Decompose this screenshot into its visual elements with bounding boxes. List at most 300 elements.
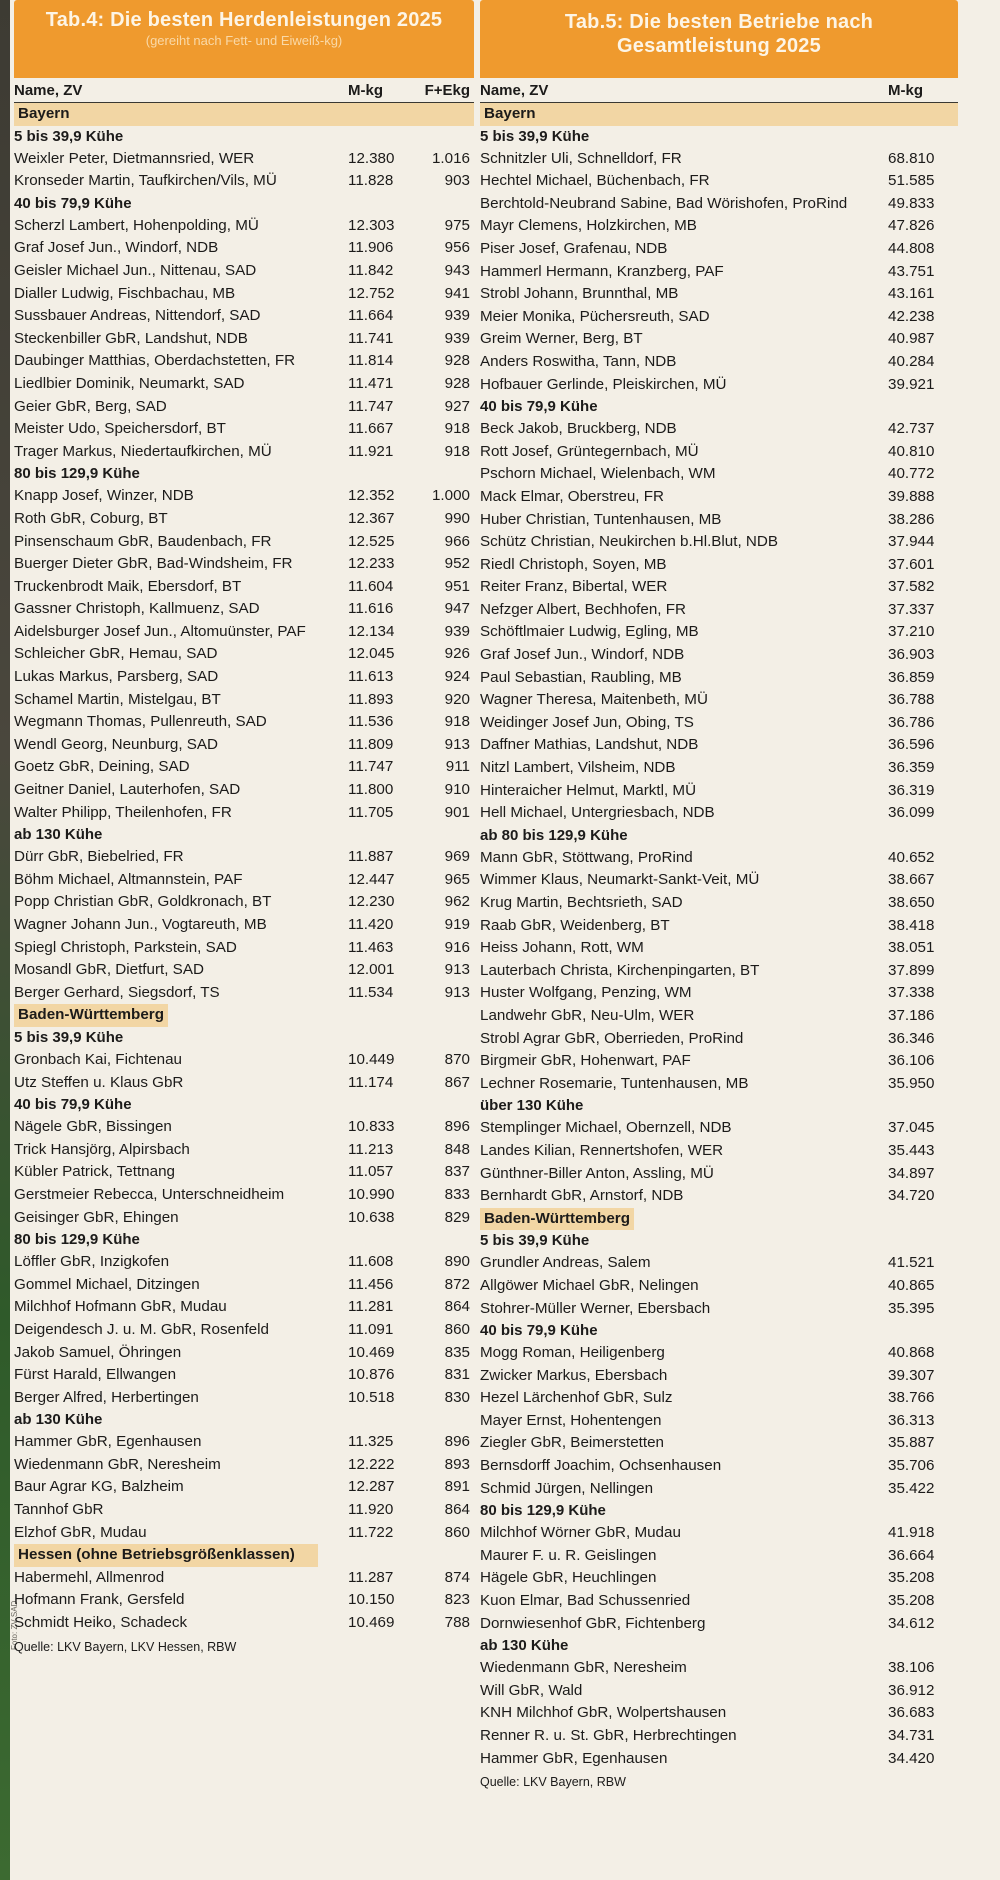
- farm-name: Schmid Jürgen, Nellingen: [480, 1479, 654, 1497]
- column-header-name: Name, ZV: [480, 82, 549, 99]
- milk-kg: 38.051: [888, 939, 935, 957]
- farm-name: Mosandl GbR, Dietfurt, SAD: [14, 961, 204, 979]
- farm-name: Berger Alfred, Herbertingen: [14, 1388, 199, 1406]
- farm-name: Günthner-Biller Anton, Assling, MÜ: [480, 1164, 714, 1182]
- fat-protein-kg: 872: [444, 1275, 470, 1293]
- table-5-body: [480, 103, 958, 1770]
- table-row: [14, 914, 474, 937]
- fat-protein-kg: 926: [444, 645, 470, 663]
- table-row: [14, 869, 474, 892]
- milk-kg: 11.420: [348, 916, 394, 933]
- farm-name: Mogg Roman, Heiligenberg: [480, 1344, 665, 1362]
- farm-name: Hägele GbR, Heuchlingen: [480, 1569, 657, 1587]
- milk-kg: 35.422: [888, 1479, 935, 1497]
- table-row: [14, 982, 474, 1005]
- table-row: [14, 756, 474, 779]
- table-row: [14, 283, 474, 306]
- milk-kg: 12.380: [348, 149, 395, 167]
- table-row: [14, 1251, 474, 1274]
- milk-kg: 43.751: [888, 262, 935, 280]
- milk-kg: 37.337: [888, 600, 935, 618]
- milk-kg: 11.741: [348, 329, 394, 347]
- milk-kg: 36.313: [888, 1411, 935, 1429]
- table-row: [14, 260, 474, 283]
- fat-protein-kg: 916: [444, 938, 470, 956]
- milk-kg: 12.001: [348, 961, 395, 979]
- farm-name: Zwicker Markus, Ebersbach: [480, 1366, 668, 1384]
- milk-kg: 34.720: [888, 1187, 935, 1205]
- milk-kg: 37.601: [888, 555, 935, 573]
- farm-name: Elzhof GbR, Mudau: [14, 1523, 147, 1541]
- fat-protein-kg: 896: [444, 1433, 470, 1451]
- farm-name: Daffner Mathias, Landshut, NDB: [480, 736, 699, 754]
- milk-kg: 11.536: [348, 713, 394, 731]
- fat-protein-kg: 927: [444, 397, 470, 415]
- farm-name: Geitner Daniel, Lauterhofen, SAD: [14, 781, 241, 799]
- milk-kg: 36.912: [888, 1681, 935, 1699]
- table-row: [14, 373, 474, 396]
- milk-kg: 35.706: [888, 1457, 935, 1475]
- table-row: [480, 486, 958, 509]
- farm-name: Wendl Georg, Neunburg, SAD: [14, 735, 219, 753]
- table-row: [480, 509, 958, 532]
- size-class-label: 5 bis 39,9 Kühe: [480, 127, 590, 145]
- farm-name: Wegmann Thomas, Pullenreuth, SAD: [14, 713, 267, 731]
- milk-kg: 36.319: [888, 781, 935, 799]
- milk-kg: 11.920: [348, 1501, 394, 1519]
- farm-name: Graf Josef Jun., Windorf, NDB: [14, 239, 219, 257]
- table-row: [14, 891, 474, 914]
- table-row: [14, 553, 474, 576]
- table-row: [14, 621, 474, 644]
- table-4-source: Quelle: LKV Bayern, LKV Hessen, RBW: [14, 1639, 237, 1654]
- size-class-label: 80 bis 129,9 Kühe: [480, 1502, 606, 1520]
- farm-name: Riedl Christoph, Soyen, MB: [480, 555, 667, 573]
- table-row: [14, 1207, 474, 1230]
- milk-kg: 11.842: [348, 261, 394, 279]
- size-class-label: ab 80 bis 129,9 Kühe: [480, 826, 628, 844]
- table-row: [14, 1274, 474, 1297]
- table-row: [14, 846, 474, 869]
- table-row: [480, 780, 958, 803]
- milk-kg: 10.449: [348, 1050, 395, 1068]
- farm-name: Birgmeir GbR, Hohenwart, PAF: [480, 1052, 691, 1070]
- fat-protein-kg: 901: [444, 803, 470, 821]
- milk-kg: 10.833: [348, 1118, 395, 1136]
- table-row: [480, 215, 958, 238]
- milk-kg: 11.471: [348, 374, 394, 392]
- farm-name: Bernsdorff Joachim, Ochsenhausen: [480, 1457, 722, 1475]
- fat-protein-kg: 969: [444, 848, 470, 866]
- fat-protein-kg: 943: [444, 261, 470, 279]
- table-5-title-line2: Gesamtleistung 2025: [617, 35, 821, 57]
- table-5-header: [480, 0, 958, 78]
- farm-name: Kronseder Martin, Taufkirchen/Vils, MÜ: [14, 172, 277, 190]
- table-row: [14, 148, 474, 171]
- table-row: [14, 1139, 474, 1162]
- table-row: [480, 1567, 958, 1590]
- table-5-source: Quelle: LKV Bayern, RBW: [480, 1775, 626, 1790]
- fat-protein-kg: 896: [444, 1118, 470, 1136]
- table-row: [14, 1589, 474, 1612]
- milk-kg: 12.233: [348, 555, 395, 573]
- milk-kg: 11.921: [348, 442, 394, 460]
- fat-protein-kg: 860: [444, 1320, 470, 1338]
- table-row: [480, 576, 958, 599]
- farm-name: Liedlbier Dominik, Neumarkt, SAD: [14, 374, 245, 392]
- farm-name: Dürr GbR, Biebelried, FR: [14, 848, 184, 866]
- fat-protein-kg: 918: [444, 420, 470, 438]
- table-row: [14, 328, 474, 351]
- farm-name: Anders Roswitha, Tann, NDB: [480, 352, 677, 370]
- fat-protein-kg: 870: [444, 1050, 470, 1068]
- farm-name: Mann GbR, Stöttwang, ProRind: [480, 848, 693, 866]
- table-row: [14, 779, 474, 802]
- photo-edge-strip: [0, 0, 10, 1880]
- milk-kg: 43.161: [888, 285, 935, 303]
- table-row: [480, 238, 958, 261]
- table-row: [14, 485, 474, 508]
- farm-name: Hezel Lärchenhof GbR, Sulz: [480, 1389, 673, 1407]
- table-row: [14, 237, 474, 260]
- table-row: [480, 1185, 958, 1208]
- milk-kg: 38.106: [888, 1659, 935, 1677]
- milk-kg: 10.469: [348, 1614, 395, 1632]
- farm-name: Lechner Rosemarie, Tuntenhausen, MB: [480, 1074, 749, 1092]
- farm-name: Raab GbR, Weidenberg, BT: [480, 916, 670, 934]
- milk-kg: 11.893: [348, 690, 394, 708]
- size-class-label: 80 bis 129,9 Kühe: [14, 465, 140, 483]
- table-row: [14, 802, 474, 825]
- milk-kg: 38.286: [888, 510, 935, 528]
- table-row: [14, 576, 474, 599]
- fat-protein-kg: 913: [444, 735, 470, 753]
- milk-kg: 39.307: [888, 1366, 935, 1384]
- table-5: [480, 0, 958, 1792]
- farm-name: Berger Gerhard, Siegsdorf, TS: [14, 983, 220, 1001]
- milk-kg: 41.918: [888, 1524, 935, 1542]
- farm-name: Habermehl, Allmenrod: [14, 1568, 165, 1586]
- milk-kg: 12.222: [348, 1455, 395, 1473]
- table-row: [14, 643, 474, 666]
- fat-protein-kg: 990: [444, 509, 470, 527]
- farm-name: Ziegler GbR, Beimerstetten: [480, 1434, 665, 1452]
- milk-kg: 11.057: [348, 1163, 394, 1181]
- size-class-label: 40 bis 79,9 Kühe: [480, 398, 598, 416]
- farm-name: Popp Christian GbR, Goldkronach, BT: [14, 893, 272, 911]
- milk-kg: 11.747: [348, 758, 394, 776]
- farm-name: Gerstmeier Rebecca, Unterschneidheim: [14, 1185, 285, 1203]
- milk-kg: 42.737: [888, 420, 935, 438]
- table-row: [480, 599, 958, 622]
- milk-kg: 12.752: [348, 284, 395, 302]
- fat-protein-kg: 913: [444, 961, 470, 979]
- milk-kg: 37.045: [888, 1119, 935, 1137]
- milk-kg: 12.045: [348, 645, 395, 663]
- farm-name: Pschorn Michael, Wielenbach, WM: [480, 465, 716, 483]
- table-row: [480, 328, 958, 351]
- milk-kg: 41.521: [888, 1254, 935, 1272]
- fat-protein-kg: 924: [444, 668, 470, 686]
- farm-name: Walter Philipp, Theilenhofen, FR: [14, 803, 232, 821]
- table-row: [14, 305, 474, 328]
- fat-protein-kg: 965: [444, 870, 470, 888]
- fat-protein-kg: 910: [444, 781, 470, 799]
- farm-name: Grundler Andreas, Salem: [480, 1254, 651, 1272]
- table-row: [14, 441, 474, 464]
- milk-kg: 36.596: [888, 736, 935, 754]
- farm-name: Spiegl Christoph, Parkstein, SAD: [14, 938, 237, 956]
- milk-kg: 36.683: [888, 1704, 935, 1722]
- size-class-label: ab 130 Kühe: [14, 1411, 103, 1429]
- farm-name: Wiedenmann GbR, Neresheim: [14, 1455, 221, 1473]
- milk-kg: 11.287: [348, 1568, 394, 1586]
- fat-protein-kg: 956: [444, 239, 470, 257]
- table-row: [14, 531, 474, 554]
- fat-protein-kg: 823: [444, 1591, 470, 1609]
- farm-name: Trager Markus, Niedertaufkirchen, MÜ: [14, 442, 272, 460]
- milk-kg: 37.944: [888, 533, 935, 551]
- fat-protein-kg: 1.000: [431, 487, 470, 505]
- farm-name: Hell Michael, Untergriesbach, NDB: [480, 804, 715, 822]
- milk-kg: 11.722: [348, 1523, 394, 1541]
- farm-name: Wimmer Klaus, Neumarkt-Sankt-Veit, MÜ: [480, 871, 760, 889]
- farm-name: Mayer Ernst, Hohentengen: [480, 1411, 662, 1429]
- column-header-fe: F+Ekg: [424, 82, 470, 99]
- milk-kg: 36.786: [888, 713, 935, 731]
- table-row: [14, 1072, 474, 1095]
- milk-kg: 35.395: [888, 1299, 935, 1317]
- milk-kg: 37.210: [888, 623, 935, 641]
- table-row: [480, 1005, 958, 1028]
- table-row: [14, 1454, 474, 1477]
- fat-protein-kg: 966: [444, 532, 470, 550]
- farm-name: Piser Josef, Grafenau, NDB: [480, 239, 668, 257]
- farm-name: Milchhof Hofmann GbR, Mudau: [14, 1298, 227, 1316]
- farm-name: Knapp Josef, Winzer, NDB: [14, 487, 194, 505]
- milk-kg: 11.828: [348, 172, 394, 190]
- farm-name: Nägele GbR, Bissingen: [14, 1118, 172, 1136]
- fat-protein-kg: 939: [444, 307, 470, 325]
- fat-protein-kg: 891: [444, 1478, 470, 1496]
- size-class-label: 40 bis 79,9 Kühe: [480, 1322, 598, 1340]
- farm-name: Stohrer-Müller Werner, Ebersbach: [480, 1299, 711, 1317]
- milk-kg: 10.469: [348, 1343, 395, 1361]
- milk-kg: 10.518: [348, 1388, 395, 1406]
- table-row: [480, 1680, 958, 1703]
- milk-kg: 11.463: [348, 938, 394, 956]
- table-row: [14, 689, 474, 712]
- farm-name: Dornwiesenhof GbR, Fichtenberg: [480, 1614, 706, 1632]
- table-row: [480, 554, 958, 577]
- farm-name: Scherzl Lambert, Hohenpolding, MÜ: [14, 216, 259, 234]
- table-row: [480, 1387, 958, 1410]
- farm-name: Böhm Michael, Altmannstein, PAF: [14, 870, 243, 888]
- milk-kg: 40.772: [888, 465, 935, 483]
- farm-name: Hofbauer Gerlinde, Pleiskirchen, MÜ: [480, 375, 727, 393]
- milk-kg: 34.420: [888, 1749, 935, 1767]
- milk-kg: 10.150: [348, 1591, 395, 1609]
- milk-kg: 11.800: [348, 781, 394, 799]
- farm-name: Maurer F. u. R. Geislingen: [480, 1546, 657, 1564]
- farm-name: Reiter Franz, Bibertal, WER: [480, 578, 668, 596]
- farm-name: Hammerl Hermann, Kranzberg, PAF: [480, 262, 724, 280]
- table-row: [480, 170, 958, 193]
- farm-name: Hammer GbR, Egenhausen: [14, 1433, 202, 1451]
- milk-kg: 11.613: [348, 668, 394, 686]
- farm-name: Schmidt Heiko, Schadeck: [14, 1614, 188, 1632]
- milk-kg: 37.338: [888, 984, 935, 1002]
- milk-kg: 11.747: [348, 397, 394, 415]
- milk-kg: 34.897: [888, 1164, 935, 1182]
- milk-kg: 38.650: [888, 894, 935, 911]
- milk-kg: 12.230: [348, 893, 395, 911]
- fat-protein-kg: 829: [444, 1208, 470, 1226]
- farm-name: Strobl Agrar GbR, Oberrieden, ProRind: [480, 1029, 744, 1047]
- table-row: [14, 396, 474, 419]
- farm-name: Meister Udo, Speichersdorf, BT: [14, 420, 226, 438]
- fat-protein-kg: 975: [444, 216, 470, 234]
- table-row: [480, 712, 958, 735]
- farm-name: KNH Milchhof GbR, Wolpertshausen: [480, 1704, 727, 1722]
- milk-kg: 36.664: [888, 1546, 935, 1564]
- milk-kg: 37.186: [888, 1006, 935, 1024]
- table-4-body: [14, 103, 474, 1635]
- fat-protein-kg: 939: [444, 622, 470, 640]
- table-row: [14, 508, 474, 531]
- fat-protein-kg: 951: [444, 577, 470, 595]
- fat-protein-kg: 903: [444, 172, 470, 190]
- milk-kg: 36.788: [888, 691, 935, 709]
- farm-name: Steckenbiller GbR, Landshut, NDB: [14, 329, 248, 347]
- table-row: [14, 1431, 474, 1454]
- fat-protein-kg: 837: [444, 1163, 470, 1181]
- milk-kg: 36.359: [888, 759, 935, 777]
- table-row: [480, 1342, 958, 1365]
- region-header: Bayern: [14, 103, 474, 126]
- fat-protein-kg: 893: [444, 1455, 470, 1473]
- milk-kg: 10.990: [348, 1185, 395, 1203]
- farm-name: Nefzger Albert, Bechhofen, FR: [480, 600, 686, 618]
- table-row: [480, 1410, 958, 1433]
- fat-protein-kg: 928: [444, 374, 470, 392]
- fat-protein-kg: 835: [444, 1343, 470, 1361]
- milk-kg: 12.352: [348, 487, 395, 505]
- table-row: [14, 1116, 474, 1139]
- milk-kg: 11.534: [348, 983, 394, 1001]
- column-header-mkg: M-kg: [348, 82, 383, 99]
- farm-name: Baur Agrar KG, Balzheim: [14, 1478, 184, 1496]
- farm-name: Fürst Harald, Ellwangen: [14, 1366, 177, 1384]
- farm-name: Huber Christian, Tuntenhausen, MB: [480, 510, 722, 528]
- farm-name: Hammer GbR, Egenhausen: [480, 1749, 668, 1767]
- table-row: [480, 148, 958, 171]
- size-class-label: 80 bis 129,9 Kühe: [14, 1231, 140, 1249]
- table-row: [480, 193, 958, 216]
- size-class-label: ab 130 Kühe: [14, 826, 103, 844]
- table-row: [480, 306, 958, 329]
- farm-name: Aidelsburger Josef Jun., Altomuünster, PAF: [14, 622, 306, 640]
- milk-kg: 40.865: [888, 1276, 935, 1294]
- milk-kg: 11.091: [348, 1320, 394, 1338]
- milk-kg: 38.766: [888, 1389, 935, 1407]
- milk-kg: 35.208: [888, 1569, 935, 1587]
- farm-name: Jakob Samuel, Öhringen: [14, 1343, 182, 1361]
- table-row: [14, 418, 474, 441]
- farm-name: Schütz Christian, Neukirchen b.Hl.Blut, NDB: [480, 533, 778, 551]
- farm-name: Schamel Martin, Mistelgau, BT: [14, 690, 221, 708]
- farm-name: Buerger Dieter GbR, Bad-Windsheim, FR: [14, 555, 293, 573]
- farm-name: Stemplinger Michael, Obernzell, NDB: [480, 1119, 732, 1137]
- milk-kg: 11.664: [348, 307, 394, 325]
- table-row: [14, 711, 474, 734]
- farm-name: Dialler Ludwig, Fischbachau, MB: [14, 284, 236, 302]
- milk-kg: 40.810: [888, 442, 935, 460]
- milk-kg: 40.652: [888, 848, 935, 866]
- table-row: [14, 1161, 474, 1184]
- size-class-label: 40 bis 79,9 Kühe: [14, 194, 132, 212]
- fat-protein-kg: 830: [444, 1388, 470, 1406]
- farm-name: Kuon Elmar, Bad Schussenried: [480, 1592, 691, 1610]
- table-row: [14, 215, 474, 238]
- milk-kg: 40.987: [888, 330, 935, 348]
- table-row: [14, 1522, 474, 1545]
- milk-kg: 12.303: [348, 216, 395, 234]
- size-class-label: über 130 Kühe: [480, 1097, 584, 1115]
- milk-kg: 51.585: [888, 172, 935, 190]
- region-header: Bayern: [480, 103, 958, 126]
- fat-protein-kg: 918: [444, 442, 470, 460]
- table-row: [480, 915, 958, 938]
- table-row: [480, 1725, 958, 1748]
- milk-kg: 40.868: [888, 1344, 935, 1362]
- fat-protein-kg: 941: [444, 284, 470, 302]
- milk-kg: 12.367: [348, 509, 395, 527]
- table-row: [480, 441, 958, 464]
- milk-kg: 49.833: [888, 194, 935, 212]
- size-class-label: 5 bis 39,9 Kühe: [14, 1028, 124, 1046]
- farm-name: Geier GbR, Berg, SAD: [14, 397, 167, 415]
- table-row: [480, 1590, 958, 1613]
- farm-name: Landes Kilian, Rennertshofen, WER: [480, 1141, 724, 1159]
- table-row: [14, 1049, 474, 1072]
- farm-name: Daubinger Matthias, Oberdachstetten, FR: [14, 352, 296, 370]
- table-row: [480, 644, 958, 667]
- table-row: [14, 598, 474, 621]
- size-class-label: 5 bis 39,9 Kühe: [480, 1232, 590, 1250]
- size-class-label: 40 bis 79,9 Kühe: [14, 1096, 132, 1114]
- milk-kg: 37.582: [888, 578, 935, 596]
- fat-protein-kg: 833: [444, 1185, 470, 1203]
- milk-kg: 37.899: [888, 961, 935, 979]
- table-row: [14, 1184, 474, 1207]
- farm-name: Renner R. u. St. GbR, Herbrechtingen: [480, 1727, 737, 1744]
- milk-kg: 10.638: [348, 1208, 395, 1226]
- farm-name: Deigendesch J. u. M. GbR, Rosenfeld: [14, 1320, 269, 1338]
- fat-protein-kg: 831: [444, 1366, 470, 1384]
- milk-kg: 34.612: [888, 1614, 935, 1632]
- farm-name: Mayr Clemens, Holzkirchen, MB: [480, 217, 697, 235]
- farm-name: Heiss Johann, Rott, WM: [480, 939, 644, 957]
- milk-kg: 38.667: [888, 871, 935, 889]
- farm-name: Bernhardt GbR, Arnstorf, NDB: [480, 1187, 684, 1205]
- table-row: [480, 1073, 958, 1096]
- milk-kg: 35.887: [888, 1434, 935, 1452]
- milk-kg: 11.705: [348, 803, 394, 821]
- table-row: [480, 689, 958, 712]
- table-row: [480, 261, 958, 284]
- size-class-label: ab 130 Kühe: [480, 1637, 569, 1655]
